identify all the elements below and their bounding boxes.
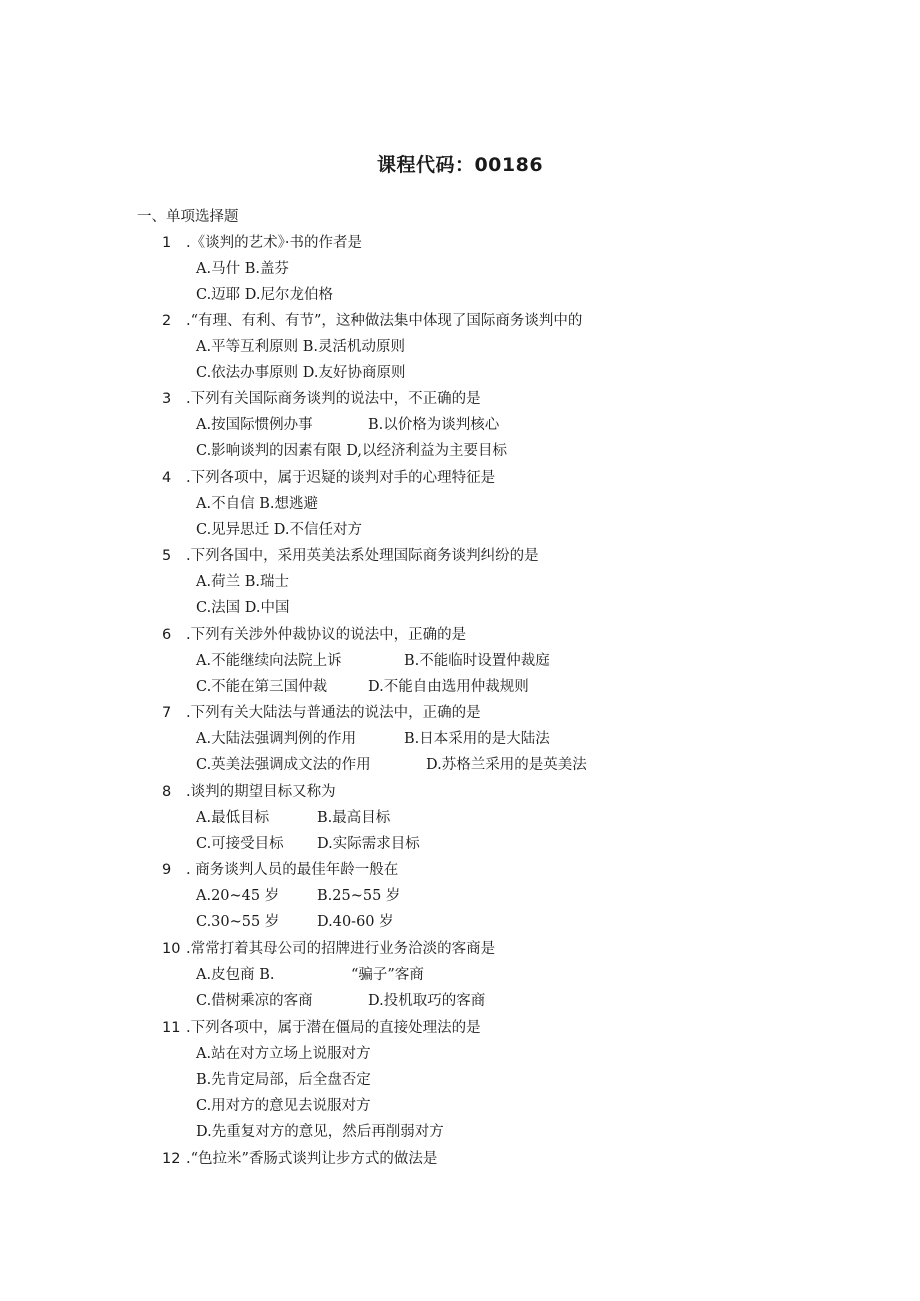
option-d: D.投机取巧的客商 xyxy=(368,993,486,1009)
question-number: 5 xyxy=(162,548,172,564)
question-text: . 商务谈判人员的最佳年龄一般在 xyxy=(186,862,399,878)
question-8 xyxy=(162,780,336,801)
option-line: A.不自信 B.想逃避 xyxy=(196,496,318,512)
option-d: D.苏格兰采用的是英美法 xyxy=(426,757,587,773)
question-11 xyxy=(162,1016,481,1037)
question-2 xyxy=(162,309,582,330)
question-text: .《谈判的艺术》·书的作者是 xyxy=(186,235,362,251)
question-5 xyxy=(162,544,539,565)
option-c: C.借树乘凉的客商 xyxy=(196,993,313,1009)
option-b: B.以价格为谈判核心 xyxy=(368,417,500,433)
question-number: 3 xyxy=(162,391,172,407)
question-number: 1 xyxy=(162,235,172,251)
question-text: .谈判的期望目标又称为 xyxy=(186,784,336,800)
question-number: 9 xyxy=(162,862,172,878)
question-number: 7 xyxy=(162,705,172,721)
question-text: .“有理、有利、有节”，这种做法集中体现了国际商务谈判中的 xyxy=(186,313,583,329)
option-d: D.实际需求目标 xyxy=(317,836,420,852)
option-b: B.最高目标 xyxy=(317,810,391,826)
question-text: .下列各项中，属于潜在僵局的直接处理法的是 xyxy=(186,1020,481,1036)
option-b-text: “骗子”客商 xyxy=(351,967,424,983)
question-4 xyxy=(162,466,495,487)
option-d: D.不能自由选用仲裁规则 xyxy=(368,679,529,695)
question-text: .下列有关国际商务谈判的说法中，不正确的是 xyxy=(186,391,481,407)
option-a: A.站在对方立场上说服对方 xyxy=(196,1046,371,1062)
question-number: 2 xyxy=(162,313,172,329)
option-line: C.依法办事原则 D.友好协商原则 xyxy=(196,365,406,381)
question-10 xyxy=(162,937,495,958)
section-heading: 一、单项选择题 xyxy=(137,209,239,225)
option-a: A.按国际惯例办事 xyxy=(196,417,313,433)
question-text: .下列各项中，属于迟疑的谈判对手的心理特征是 xyxy=(186,470,496,486)
question-6 xyxy=(162,623,466,644)
option-c: C.不能在第三国仲裁 xyxy=(196,679,328,695)
question-text: .下列有关涉外仲裁协议的说法中，正确的是 xyxy=(186,627,467,643)
question-12 xyxy=(162,1147,437,1168)
option-line: C.法国 D.中国 xyxy=(196,600,290,616)
option-b: B.25~55 岁 xyxy=(317,888,401,904)
question-9 xyxy=(162,858,398,879)
option-a: A.大陆法强调判例的作用 xyxy=(196,731,357,747)
option-line: C.迈耶 D.尼尔龙伯格 xyxy=(196,287,334,303)
option-c: C.可接受目标 xyxy=(196,836,284,852)
option-a: A.20~45 岁 xyxy=(196,888,280,904)
option-a: A.皮包商 B. xyxy=(196,967,275,983)
question-7 xyxy=(162,701,481,722)
question-number: 10 xyxy=(162,941,181,957)
option-b: B.不能临时设置仲裁庭 xyxy=(404,653,550,669)
page-title: 课程代码：00186 xyxy=(376,154,544,176)
question-number: 4 xyxy=(162,470,172,486)
option-line: C.见异思迁 D.不信任对方 xyxy=(196,522,363,538)
option-d: D.40-60 岁 xyxy=(317,914,394,930)
option-c: C.英美法强调成文法的作用 xyxy=(196,757,371,773)
option-c: C.用对方的意见去说服对方 xyxy=(196,1098,371,1114)
option-line: A.荷兰 B.瑞士 xyxy=(196,574,289,590)
option-b: B.先肯定局部，后全盘否定 xyxy=(196,1072,371,1088)
question-number: 8 xyxy=(162,784,172,800)
question-text: .下列各国中，采用英美法系处理国际商务谈判纠纷的是 xyxy=(186,548,539,564)
question-1 xyxy=(162,231,362,252)
question-number: 12 xyxy=(162,1151,181,1167)
question-text: .常常打着其母公司的招牌进行业务洽淡的客商是 xyxy=(186,941,496,957)
question-3 xyxy=(162,387,481,408)
option-d: D.先重复对方的意见，然后再削弱对方 xyxy=(196,1124,444,1140)
question-number: 11 xyxy=(162,1020,181,1036)
option-line: A.马什 B.盖芬 xyxy=(196,261,289,277)
option-b: B.日本采用的是大陆法 xyxy=(404,731,550,747)
question-text: .“色拉米”香肠式谈判让步方式的做法是 xyxy=(186,1151,438,1167)
option-a: A.最低目标 xyxy=(196,810,270,826)
option-a: A.不能继续向法院上诉 xyxy=(196,653,342,669)
question-text: .下列有关大陆法与普通法的说法中，正确的是 xyxy=(186,705,481,721)
question-number: 6 xyxy=(162,627,172,643)
option-line: A.平等互利原则 B.灵活机动原则 xyxy=(196,339,405,355)
option-line: C.影响谈判的因素有限 D,以经济利益为主要目标 xyxy=(196,443,508,459)
option-c: C.30~55 岁 xyxy=(196,914,280,930)
